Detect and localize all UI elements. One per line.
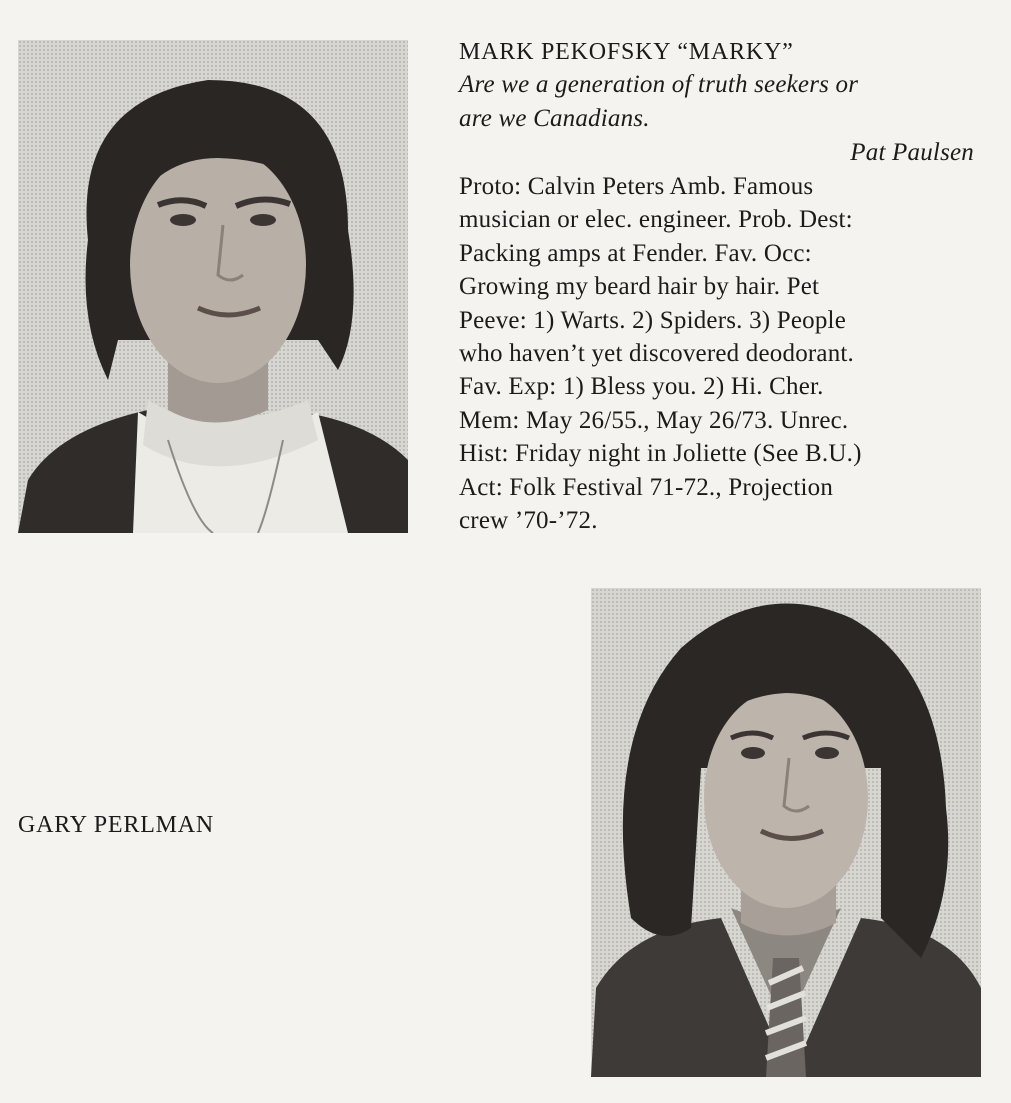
student-quote: Are we a generation of truth seekers or are we Canadians. bbox=[459, 71, 859, 132]
student-bio: Proto: Calvin Peters Amb. Famous musician or elec. engineer. Prob. Dest: Packing amps at Fender. Fav. Occ: Growing my beard hair by hair. Pet Peeve: 1) Warts. 2) Spiders. 3) People who haven’t yet discovered deodorant. Fav. Exp: 1) Bless you. 2) Hi. Cher. Mem: May 26/55., May 26/73. Unrec. Hist: Friday night in Joliette (See B.U.) Act: Folk Festival 71-72., Projection crew ’70-’72. bbox=[459, 173, 862, 535]
portrait-photo-mark-pekofsky bbox=[18, 40, 408, 533]
portrait-photo-gary-perlman bbox=[591, 588, 981, 1077]
student-name: MARK PEKOFSKY “MARKY” bbox=[459, 39, 794, 65]
portrait-illustration bbox=[591, 588, 981, 1077]
student-name: GARY PERLMAN bbox=[18, 812, 215, 838]
student-entry-mark-pekofsky bbox=[459, 36, 974, 537]
portrait-illustration bbox=[18, 40, 408, 533]
quote-author: Pat Paulsen bbox=[850, 139, 974, 166]
student-entry-gary-perlman bbox=[18, 809, 214, 841]
